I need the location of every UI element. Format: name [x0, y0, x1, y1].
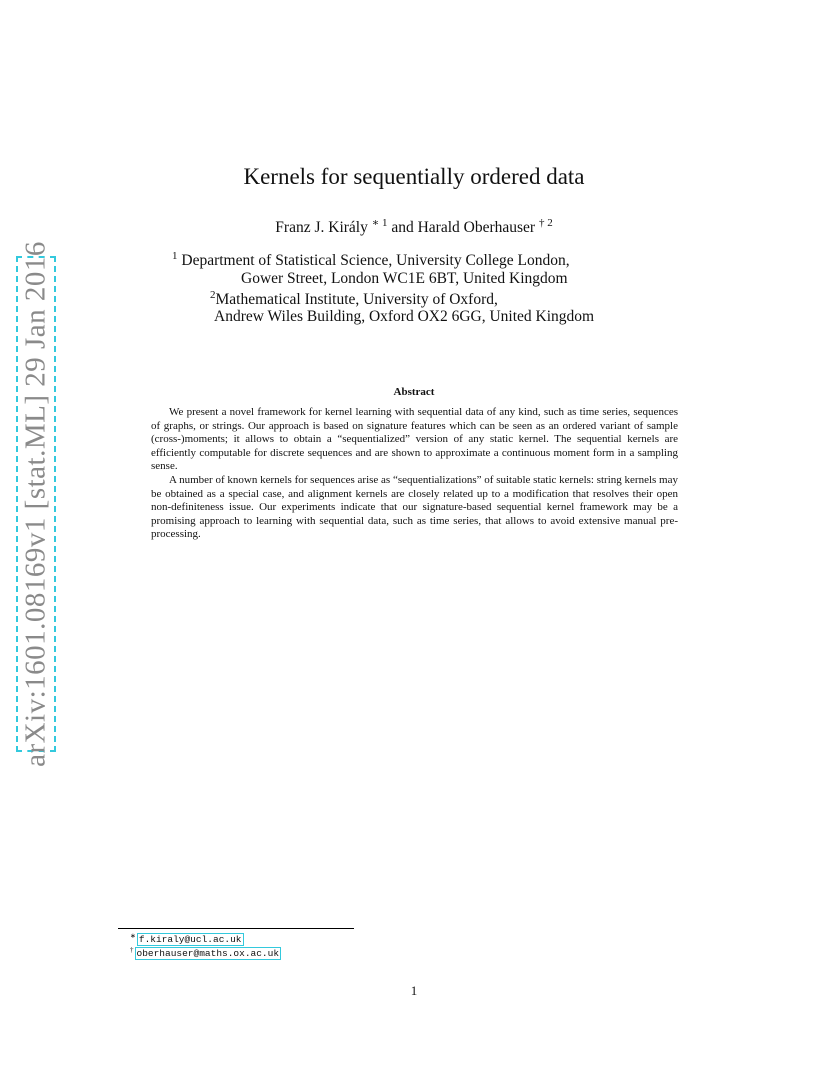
author-kiraly: Franz J. Király — [275, 219, 368, 237]
abstract-body — [151, 406, 678, 542]
author-oberhauser-marks: † 2 — [538, 217, 553, 229]
author-conjunction: and — [391, 219, 414, 237]
abstract-paragraph-1: We present a novel framework for kernel learning with sequential data of any kind, such as time series, sequences of graphs, or strings. Our approach is based on signature features which can be seen as an ordered variant of sample (cross-)moments; it allows to obtain a “sequentialized” version of any static kernel. The sequential kernels are efficiently computable for discrete sequences and are shown to approximate a continuous moment form in a sampling sense. — [151, 406, 678, 473]
footnote-rule — [118, 928, 354, 929]
footnote-2-mark: † — [130, 946, 134, 954]
author-oberhauser: Harald Oberhauser — [417, 219, 536, 237]
arxiv-identifier[interactable]: arXiv:1601.08169v1 [stat.ML] 29 Jan 2016 — [19, 241, 52, 767]
footnote-1-mark: ∗ — [130, 932, 136, 940]
affiliation-1-number: 1 — [172, 250, 178, 262]
page-number: 1 — [410, 983, 418, 998]
affiliation-1-line-2: Gower Street, London WC1E 6BT, United Kingdom — [241, 270, 568, 287]
abstract-heading: Abstract — [393, 386, 435, 398]
affiliation-2-line-1: $^2$Mathematical Institute, University of Oxford, — [210, 289, 498, 309]
abstract-paragraph-2: A number of known kernels for sequences arise as “sequentializations” of suitable static kernels: string kernels may be obtained as a special case, and alignment kernels are closely related up to a modification that resolves their open non-definiteness issue. Our experiments indicate that our signature-based sequential kernel framework may be a promising approach to learning with sequential data, such as time series, that allows to avoid extensive manual pre-processing. — [151, 473, 678, 541]
author-kiraly-marks: ∗ 1 — [371, 217, 388, 229]
footnote-2 — [130, 946, 281, 959]
affiliation-2-number: 2 — [210, 289, 216, 301]
paper-title: Kernels for sequentially ordered data — [243, 164, 585, 189]
affiliation-1-line-1: $^1$ Department of Statistical Science, University College London, — [172, 250, 570, 270]
email-link-kiraly[interactable]: f.kiraly@ucl.ac.uk — [138, 934, 242, 946]
email-link-oberhauser[interactable]: oberhauser@maths.ox.ac.uk — [136, 948, 280, 960]
affiliation-2-line-2: Andrew Wiles Building, Oxford OX2 6GG, United Kingdom — [214, 308, 595, 325]
footnote-1 — [130, 932, 244, 945]
author-line — [0, 216, 828, 237]
